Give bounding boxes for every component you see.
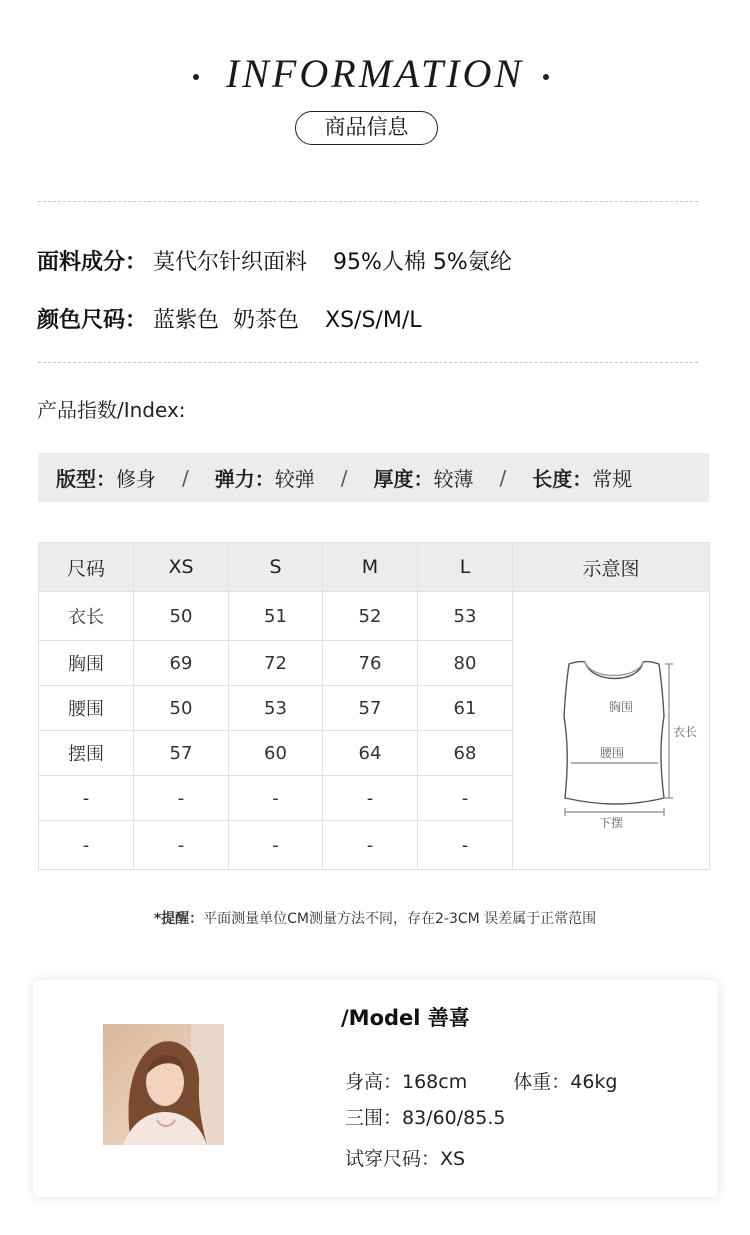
index-thickness-value: 较薄 — [433, 467, 474, 491]
waist-label: 腰围 — [599, 746, 625, 760]
table-header: S — [229, 543, 323, 592]
table-cell: 胸围 — [39, 641, 134, 686]
table-cell: - — [323, 776, 418, 821]
table-cell: 57 — [323, 686, 418, 731]
table-cell: 61 — [418, 686, 513, 731]
index-length-key: 长度： — [532, 467, 593, 491]
model-weight: 体重：46kg — [513, 1071, 618, 1093]
model-photo — [103, 1024, 224, 1145]
table-cell: 50 — [134, 686, 229, 731]
index-fit-key: 版型： — [56, 467, 116, 491]
color-size-value: 蓝紫色 奶茶色 — [153, 308, 300, 333]
size-diagram-cell — [513, 592, 710, 870]
table-header: XS — [134, 543, 229, 592]
table-header: 尺码 — [39, 543, 134, 592]
note-prefix: *提醒： — [153, 911, 204, 927]
index-separator: / — [499, 465, 507, 490]
table-row — [39, 592, 710, 641]
table-cell: - — [134, 821, 229, 870]
table-cell: - — [39, 821, 134, 870]
color-size-line — [37, 303, 422, 334]
model-height-weight — [345, 1067, 617, 1094]
table-cell: 69 — [134, 641, 229, 686]
model-height: 身高：168cm — [345, 1071, 468, 1093]
table-cell: 腰围 — [39, 686, 134, 731]
index-separator: / — [182, 465, 189, 490]
table-cell: 72 — [229, 641, 323, 686]
table-cell: - — [229, 821, 323, 870]
divider-middle — [38, 362, 698, 363]
index-bar — [38, 453, 709, 502]
index-stretch-value: 较弹 — [274, 467, 315, 491]
table-cell: - — [229, 776, 323, 821]
table-cell: 68 — [418, 731, 513, 776]
table-header-row — [39, 543, 710, 592]
index-thickness-key: 厚度： — [373, 467, 434, 491]
table-header: M — [323, 543, 418, 592]
measurement-note — [0, 908, 750, 928]
size-table — [38, 542, 710, 870]
divider-top — [38, 201, 698, 202]
length-label: 衣长 — [672, 725, 698, 739]
model-measurements: 三围：83/60/85.5 — [345, 1107, 506, 1129]
index-label: 产品指数/Index: — [37, 398, 186, 422]
index-fit-value: 修身 — [116, 467, 156, 491]
table-cell: 76 — [323, 641, 418, 686]
decor-dot-right — [543, 74, 549, 80]
table-cell: 64 — [323, 731, 418, 776]
table-cell: 摆围 — [39, 731, 134, 776]
table-cell: 53 — [418, 592, 513, 641]
model-fit-size: 试穿尺码：XS — [345, 1148, 466, 1170]
model-card — [33, 980, 718, 1197]
index-stretch-key: 弹力： — [214, 467, 275, 491]
table-cell: 53 — [229, 686, 323, 731]
fabric-value: 莫代尔针织面料 — [153, 250, 308, 275]
table-cell: - — [418, 776, 513, 821]
fabric-label: 面料成分： — [37, 250, 148, 275]
color-size-label: 颜色尺码： — [37, 308, 148, 333]
table-cell: 80 — [418, 641, 513, 686]
title-row — [0, 50, 750, 97]
fabric-value-2: 95%人棉 5%氨纶 — [333, 250, 512, 275]
table-cell: - — [323, 821, 418, 870]
table-cell: 50 — [134, 592, 229, 641]
section-pill: 商品信息 — [295, 111, 438, 145]
table-cell: 57 — [134, 731, 229, 776]
table-header: L — [418, 543, 513, 592]
table-cell: 60 — [229, 731, 323, 776]
note-text: 平面测量单位CM测量方法不同，存在2-3CM 误差属于正常范围 — [203, 911, 597, 927]
hem-label: 下摆 — [598, 816, 624, 828]
fabric-line — [37, 245, 512, 276]
garment-diagram — [521, 628, 701, 828]
table-cell: - — [418, 821, 513, 870]
table-cell: - — [39, 776, 134, 821]
index-separator: / — [340, 465, 348, 490]
table-cell: 衣长 — [39, 592, 134, 641]
page-title: INFORMATION — [225, 51, 525, 96]
table-cell: 51 — [229, 592, 323, 641]
table-cell: 52 — [323, 592, 418, 641]
table-header: 示意图 — [513, 543, 710, 592]
chest-label: 胸围 — [608, 700, 634, 714]
model-title: /Model 善喜 — [341, 1006, 470, 1030]
header — [0, 0, 750, 160]
color-size-value-2: XS/S/M/L — [325, 308, 422, 333]
garment-outline — [564, 662, 664, 804]
index-length-value: 常规 — [592, 467, 633, 491]
table-cell: - — [134, 776, 229, 821]
